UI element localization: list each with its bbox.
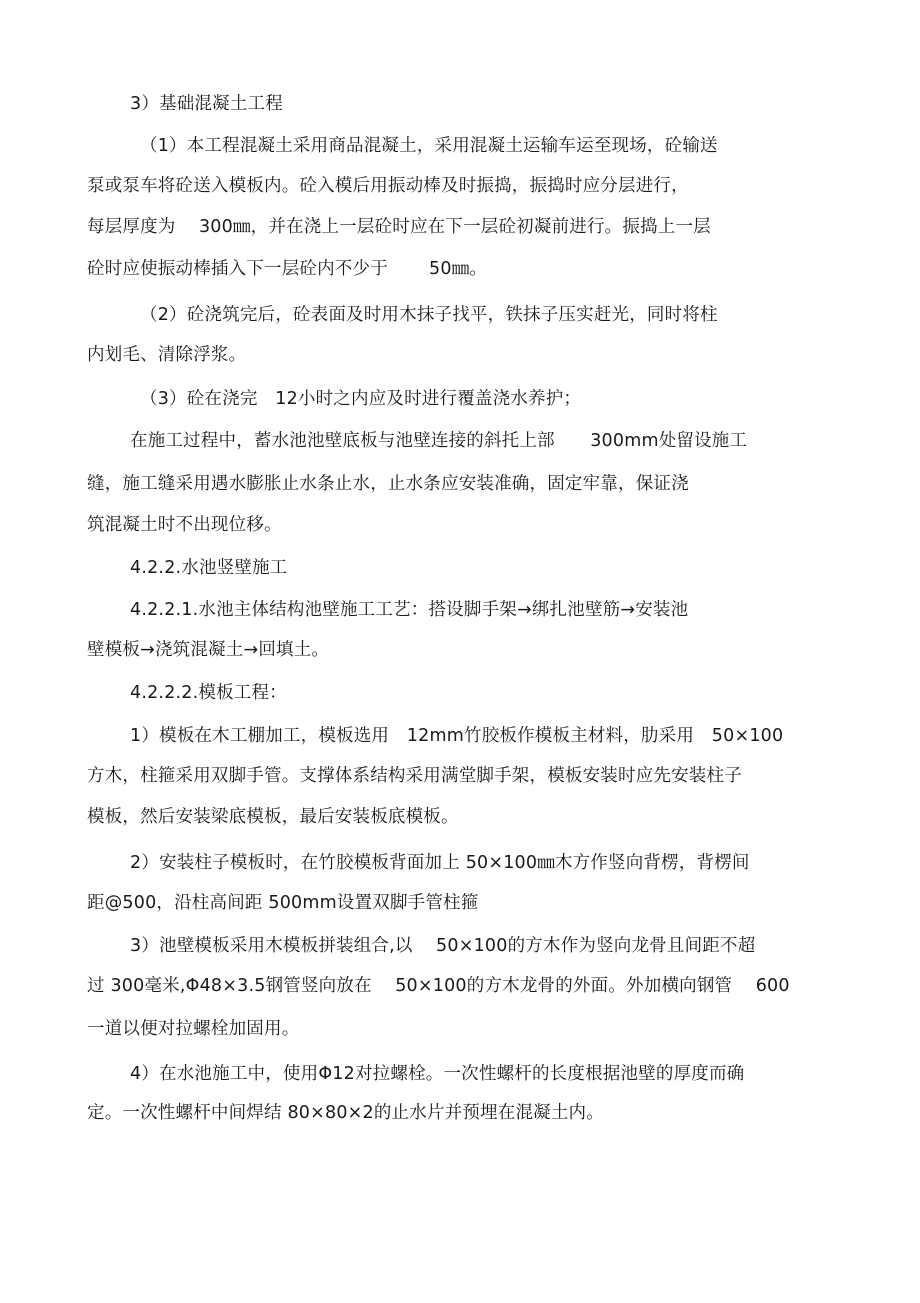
section-heading-concrete: 3）基础混凝土工程	[130, 94, 283, 114]
paragraph-line: 定。一次性螺杆中间焊结 80×80×2的止水片并预埋在混凝土内。	[87, 1103, 604, 1123]
paragraph-line: 泵或泵车将砼送入模板内。砼入模后用振动棒及时振捣，振捣时应分层进行，	[87, 176, 689, 196]
paragraph-line: 4.2.2.1.水池主体结构池壁施工工艺：搭设脚手架→绑扎池壁筋→安装池	[130, 600, 689, 620]
paragraph-line: 方木，柱箍采用双脚手管。支撑体系结构采用满堂脚手架，模板安装时应先安装柱子	[87, 766, 742, 786]
paragraph-line: 壁模板→浇筑混凝土→回填土。	[87, 640, 330, 660]
paragraph-line: 2）安装柱子模板时，在竹胶模板背面加上 50×100㎜木方作竖向背楞，背楞间	[130, 853, 750, 873]
paragraph-line: （1）本工程混凝土采用商品混凝土，采用混凝土运输车运至现场，砼输送	[140, 136, 718, 156]
paragraph-line: 距@500，沿柱高间距 500mm设置双脚手管柱箍	[87, 893, 479, 913]
section-heading-4-2-2-2: 4.2.2.2.模板工程：	[130, 683, 287, 703]
paragraph-line: （3）砼在浇完 12小时之内应及时进行覆盖浇水养护；	[140, 389, 582, 409]
paragraph-line: 内划毛、清除浮浆。	[87, 345, 247, 365]
paragraph-line: 4）在水池施工中，使用Φ12对拉螺栓。一次性螺杆的长度根据池壁的厚度而确	[130, 1064, 745, 1084]
paragraph-line: 缝，施工缝采用遇水膨胀止水条止水，止水条应安装准确，固定牢靠，保证浇	[87, 474, 689, 494]
paragraph-line: 1）模板在木工棚加工，模板选用 12mm竹胶板作模板主材料，肋采用 50×100	[130, 726, 784, 746]
paragraph-line: 模板，然后安装梁底模板，最后安装板底模板。	[87, 807, 459, 827]
paragraph-line: 筑混凝土时不出现位移。	[87, 515, 282, 535]
paragraph-line: 过 300毫米,Φ48×3.5钢管竖向放在 50×100的方木龙骨的外面。外加横向钢管 600	[87, 976, 790, 996]
paragraph-line: 在施工过程中，蓄水池池壁底板与池壁连接的斜托上部 300mm处留设施工	[130, 431, 748, 451]
paragraph-line: 一道以便对拉螺栓加固用。	[87, 1019, 300, 1039]
paragraph-line: 3）池壁模板采用木模板拼装组合,以 50×100的方木作为竖向龙骨且间距不超	[130, 936, 756, 956]
paragraph-line: （2）砼浇筑完后，砼表面及时用木抹子找平，铁抹子压实赶光，同时将柱	[140, 305, 718, 325]
paragraph-line: 每层厚度为 300㎜，并在浇上一层砼时应在下一层砼初凝前进行。振捣上一层	[87, 217, 711, 237]
paragraph-line: 砼时应使振动棒插入下一层砼内不少于 50㎜。	[87, 259, 488, 279]
section-heading-4-2-2: 4.2.2.水池竖壁施工	[130, 558, 288, 578]
